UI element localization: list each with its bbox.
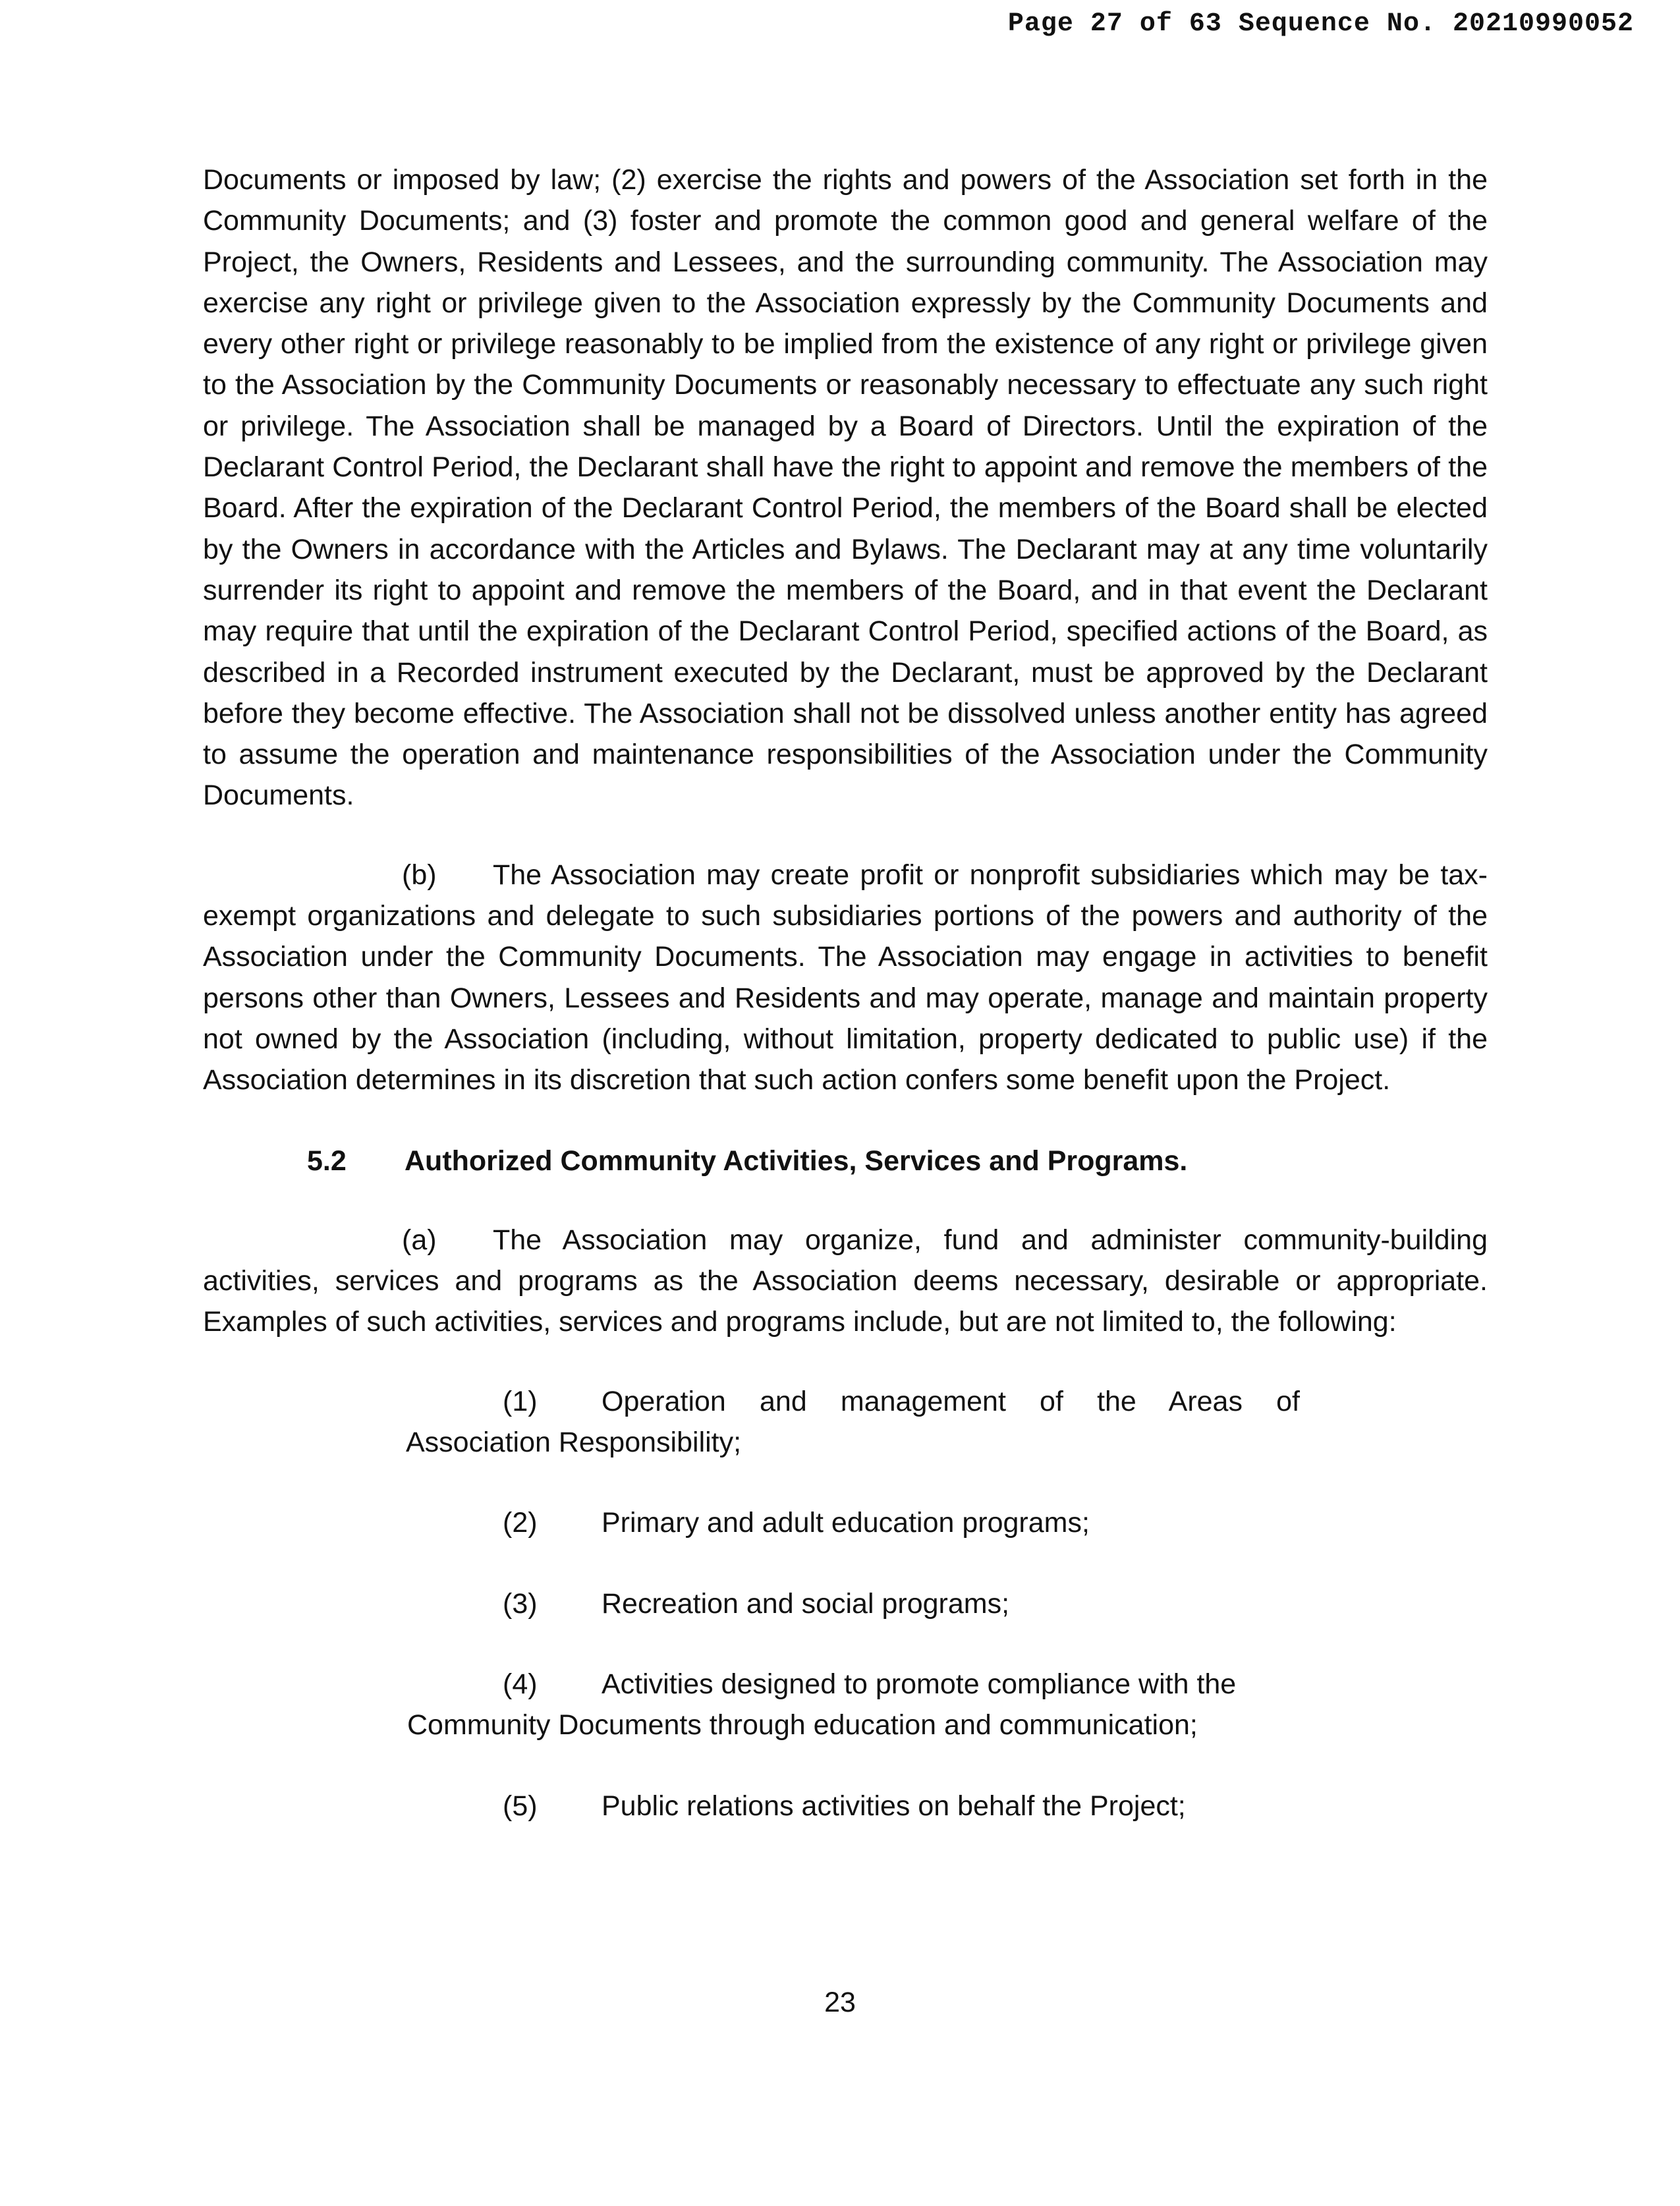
page-sequence-header: Page 27 of 63 Sequence No. 20210990052 xyxy=(1007,9,1634,39)
list-item-line xyxy=(203,1381,1300,1422)
list-item-number: (3) xyxy=(503,1587,538,1620)
document-body xyxy=(203,159,1488,1826)
paragraph-marker: (a) xyxy=(402,1224,437,1256)
list-item-number: (2) xyxy=(503,1507,538,1539)
paragraph-b xyxy=(203,855,1488,1101)
paragraph-text: The Association may organize, fund and administer community-building activities, services and programs as the Association deems necessary, desirable or appropriate. Examples of such activities, services and programs include, but are not limited to, the following: xyxy=(203,1224,1488,1338)
paragraph-text: The Association may create profit or nonprofit subsidiaries which may be tax-exempt organizations and delegate to such subsidiaries portions of the powers and authority of the Association under the Community Documents. The Association may engage in activities to benefit persons other than Owners, Lessees and Residents and may operate, manage and maintain property not owned by the Association (including, without limitation, property dedicated to public use) if the Association determines in its discretion that such action confers some benefit upon the Project. xyxy=(203,859,1488,1096)
list-item-text: Public relations activities on behalf the Project; xyxy=(602,1790,1186,1822)
list-item-continuation: Community Documents through education and communication; xyxy=(407,1709,1198,1741)
list-item-text: Primary and adult education programs; xyxy=(602,1507,1090,1539)
page-number: 23 xyxy=(824,1987,856,2018)
section-title: Authorized Community Activities, Services and Programs. xyxy=(405,1145,1188,1177)
list-item xyxy=(203,1664,1297,1746)
section-number: 5.2 xyxy=(307,1145,347,1177)
paragraph-a xyxy=(203,1220,1488,1343)
activities-list xyxy=(203,1381,1488,1826)
list-item xyxy=(203,1583,1297,1624)
list-item xyxy=(203,1502,1297,1543)
list-item-text: Activities designed to promote compliance with the xyxy=(602,1668,1237,1700)
section-heading xyxy=(203,1141,1488,1181)
list-item-number: (4) xyxy=(503,1668,538,1700)
list-item-number: (1) xyxy=(503,1385,538,1417)
list-item xyxy=(203,1381,1300,1463)
list-item-number: (5) xyxy=(503,1790,538,1822)
list-item-line xyxy=(203,1664,1297,1705)
list-item xyxy=(203,1786,1297,1826)
list-item-text: Recreation and social programs; xyxy=(602,1587,1010,1620)
list-item-continuation: Association Responsibility; xyxy=(406,1427,742,1459)
paragraph-continuation: Documents or imposed by law; (2) exercise the rights and powers of the Association set forth in the Community Documents; and (3) foster and promote the common good and general welfare of the Project, the Owners, Residents and Lessees, and the surrounding community. The Association may exercise any right or privilege given to the Association expressly by the Community Documents and every other right or privilege reasonably to be implied from the existence of any right or privilege given to the Association by the Community Documents or reasonably necessary to effectuate any such right or privilege. The Association shall be managed by a Board of Directors. Until the expiration of the Declarant Control Period, the Declarant shall have the right to appoint and remove the members of the Board. After the expiration of the Declarant Control Period, the members of the Board shall be elected by the Owners in accordance with the Articles and Bylaws. The Declarant may at any time voluntarily surrender its right to appoint and remove the members of the Board, and in that event the Declarant may require that until the expiration of the Declarant Control Period, specified actions of the Board, as described in a Recorded instrument executed by the Declarant, must be approved by the Declarant before they become effective. The Association shall not be dissolved unless another entity has agreed to assume the operation and maintenance responsibilities of the Association under the Community Documents. xyxy=(203,164,1488,812)
list-item-text: Operation and management of the Areas of xyxy=(602,1385,1300,1417)
paragraph-marker: (b) xyxy=(402,859,437,891)
